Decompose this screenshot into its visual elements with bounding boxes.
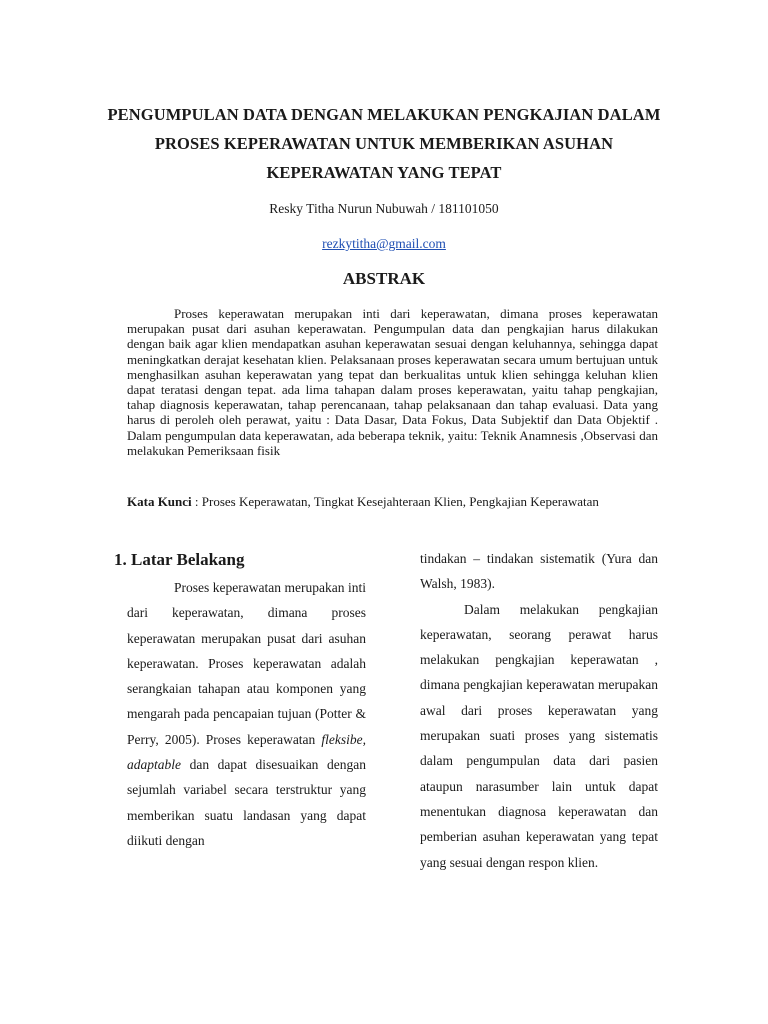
email-link[interactable]: rezkytitha@gmail.com: [322, 236, 446, 251]
left-column-part3: dan dapat disesuaikan dengan sejumlah variabel secara terstruktur yang memberikan suatu landasan yang dapat diikuti dengan: [127, 757, 366, 848]
abstract-heading: ABSTRAK: [342, 269, 426, 288]
paper-title: PENGUMPULAN DATA DENGAN MELAKUKAN PENGKAJIAN DALAM PROSES KEPERAWATAN UNTUK MEMBERIKAN ASUHAN KEPERAWATAN YANG TEPAT: [107, 105, 661, 182]
author-line: Resky Titha Nurun Nubuwah / 181101050: [269, 201, 499, 216]
keywords: [127, 494, 667, 510]
keywords-list: : Proses Keperawatan, Tingkat Kesejahteraan Klien, Pengkajian Keperawatan: [191, 494, 599, 509]
section-heading-latar-belakang: 1. Latar Belakang: [114, 550, 245, 569]
right-column-paragraph-1: tindakan – tindakan sistematik (Yura dan Walsh, 1983).: [420, 551, 658, 592]
left-column-italic-fleksibe: fleksibe,: [321, 731, 366, 747]
left-column-part1: Proses keperawatan merupakan inti dari keperawatan, dimana proses keperawatan merupakan pusat dari asuhan keperawatan. Proses keperawatan adalah serangkaian tahapan atau komponen yang mengarah pada pencapaian tujuan (Potter & Perry, 2005). Proses keperawatan: [127, 580, 366, 747]
right-column-paragraph-2: Dalam melakukan pengkajian keperawatan, seorang perawat harus melakukan pengkajian keperawatan , dimana pengkajian keperawatan merupakan awal dari proses keperawatan yang merupakan suati proses yang sistematis dalam pengumpulan data dari pasien ataupun narasumber lain untuk dapat menentukan diagnosa keperawatan dan pemberian asuhan keperawatan yang tepat yang sesuai dengan respon klien.: [420, 601, 658, 870]
right-column-text: [420, 546, 658, 875]
keywords-label: Kata Kunci: [127, 494, 192, 509]
abstract-text: Proses keperawatan merupakan inti dari keperawatan, dimana proses keperawatan merupakan pusat dari asuhan keperawatan. Pengumpulan data dan pengkajian harus dilakukan dengan baik agar klien mendapatkan asuhan keperawatan sesuai dengan keluhannya, sehingga dapat meningkatkan derajat kesehatan klien. Pelaksanaan proses keperawatan secara umum bertujuan untuk menghasilkan asuhan keperawatan yang tepat dan berkualitas untuk klien sehingga keluhan klien dapat teratasi dengan tepat. ada lima tahapan dalam proses keperawatan, yaitu tahap pengkajian, tahap diagnosis keperawatan, tahap perencanaan, tahap pelaksanaan dan tahap evaluasi. Data yang harus di peroleh oleh perawat, yaitu : Data Dasar, Data Fokus, Data Subjektif dan Data Objektif . Dalam pengumpulan data keperawatan, ada beberapa teknik, yaitu: Teknik Anamnesis ,Observasi dan melakukan Pemeriksaan fisik: [127, 306, 658, 458]
author-email: [0, 235, 768, 253]
left-column-italic-adaptable: adaptable: [127, 757, 181, 773]
left-column-text: [127, 575, 366, 853]
